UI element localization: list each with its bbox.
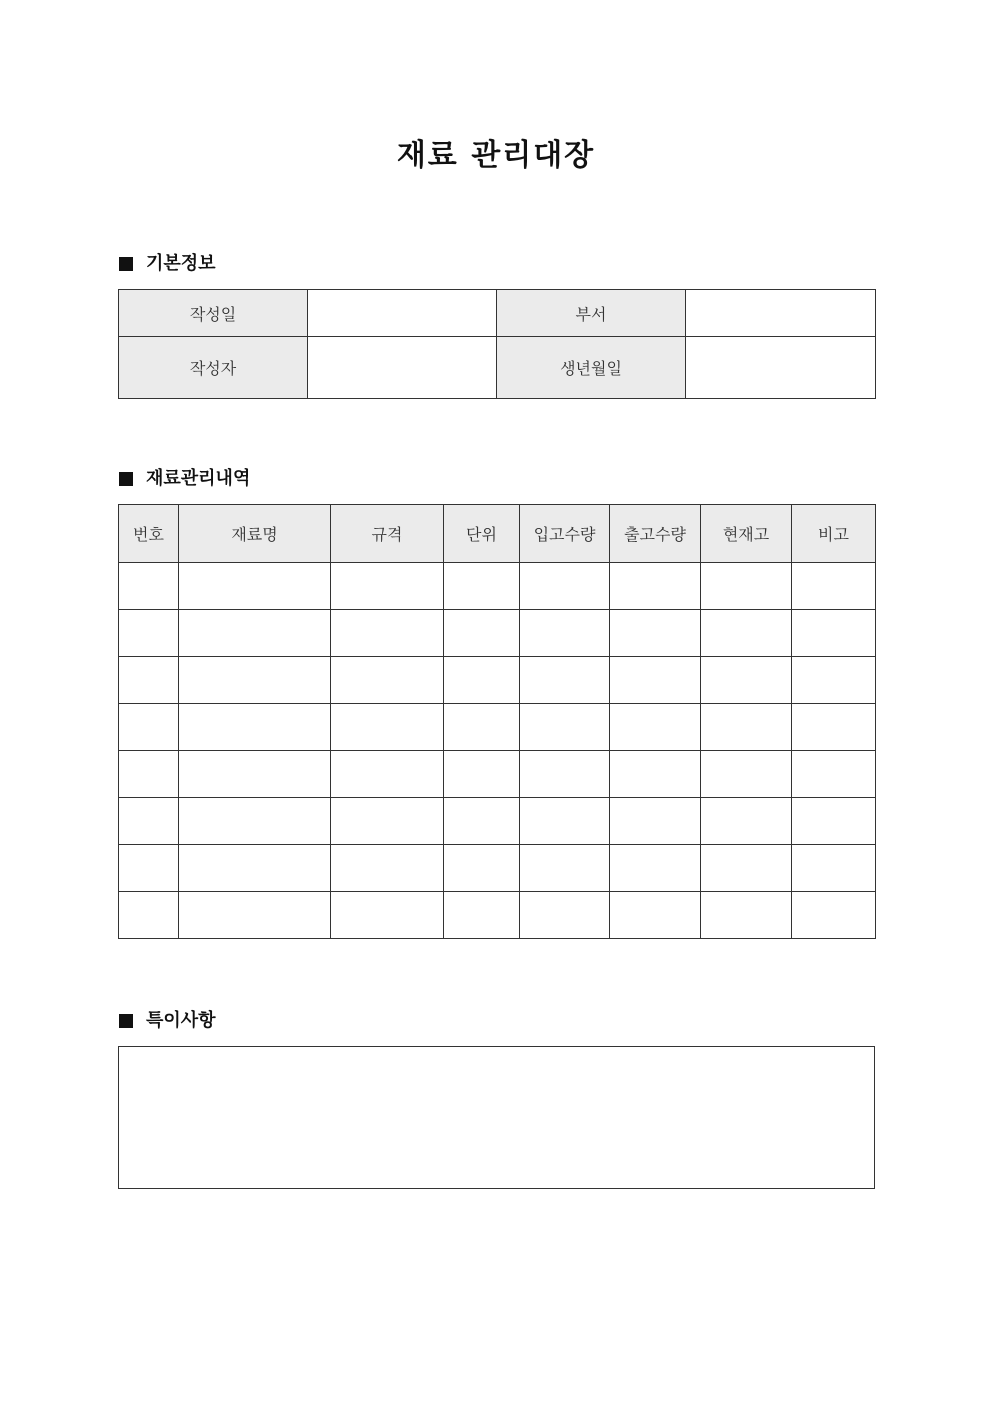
table-cell[interactable] xyxy=(179,563,331,610)
table-cell[interactable] xyxy=(444,845,520,892)
table-cell[interactable] xyxy=(792,657,876,704)
birthdate-field[interactable] xyxy=(686,337,876,399)
table-row xyxy=(119,563,876,610)
table-cell[interactable] xyxy=(792,798,876,845)
table-cell[interactable] xyxy=(179,892,331,939)
table-cell[interactable] xyxy=(701,563,792,610)
column-header: 재료명 xyxy=(179,505,331,563)
table-cell[interactable] xyxy=(520,563,610,610)
column-header: 입고수량 xyxy=(520,505,610,563)
table-cell[interactable] xyxy=(610,704,701,751)
column-header: 번호 xyxy=(119,505,179,563)
date-field[interactable] xyxy=(308,290,497,337)
table-cell[interactable] xyxy=(331,751,444,798)
column-header: 출고수량 xyxy=(610,505,701,563)
table-cell[interactable] xyxy=(444,563,520,610)
table-cell[interactable] xyxy=(610,610,701,657)
table-row xyxy=(119,845,876,892)
document-title: 재료 관리대장 xyxy=(396,138,596,173)
table-cell[interactable] xyxy=(444,892,520,939)
table-cell[interactable] xyxy=(792,892,876,939)
column-header: 비고 xyxy=(792,505,876,563)
table-cell[interactable] xyxy=(701,704,792,751)
table-row xyxy=(119,657,876,704)
table-cell[interactable] xyxy=(119,751,179,798)
table-cell[interactable] xyxy=(701,610,792,657)
section-heading-notes xyxy=(119,1008,216,1034)
section-heading-label: 특이사항 xyxy=(146,1010,216,1031)
column-header: 규격 xyxy=(331,505,444,563)
table-cell[interactable] xyxy=(520,845,610,892)
table-cell[interactable] xyxy=(701,892,792,939)
table-cell[interactable] xyxy=(444,751,520,798)
table-cell[interactable] xyxy=(520,798,610,845)
material-table xyxy=(118,504,876,939)
table-cell[interactable] xyxy=(701,657,792,704)
table-row xyxy=(119,892,876,939)
basic-info-table xyxy=(118,289,876,399)
table-cell[interactable] xyxy=(520,892,610,939)
table-cell[interactable] xyxy=(331,657,444,704)
table-cell[interactable] xyxy=(179,751,331,798)
table-cell[interactable] xyxy=(331,704,444,751)
table-cell[interactable] xyxy=(610,892,701,939)
table-cell[interactable] xyxy=(701,751,792,798)
square-bullet-icon xyxy=(119,472,133,486)
author-field[interactable] xyxy=(308,337,497,399)
table-cell[interactable] xyxy=(444,704,520,751)
table-cell[interactable] xyxy=(792,610,876,657)
table-cell[interactable] xyxy=(520,610,610,657)
table-cell[interactable] xyxy=(610,751,701,798)
table-cell[interactable] xyxy=(701,798,792,845)
table-cell[interactable] xyxy=(520,704,610,751)
table-cell[interactable] xyxy=(179,845,331,892)
table-cell[interactable] xyxy=(792,751,876,798)
table-cell[interactable] xyxy=(331,845,444,892)
department-field[interactable] xyxy=(686,290,876,337)
table-cell[interactable] xyxy=(119,704,179,751)
table-row xyxy=(119,337,876,399)
table-cell[interactable] xyxy=(610,563,701,610)
table-cell[interactable] xyxy=(610,798,701,845)
table-cell[interactable] xyxy=(444,610,520,657)
notes-textarea[interactable] xyxy=(118,1046,875,1189)
date-label: 작성일 xyxy=(119,290,308,337)
table-cell[interactable] xyxy=(331,892,444,939)
table-header-row xyxy=(119,505,876,563)
column-header: 현재고 xyxy=(701,505,792,563)
square-bullet-icon xyxy=(119,257,133,271)
table-cell[interactable] xyxy=(331,610,444,657)
table-row xyxy=(119,704,876,751)
table-cell[interactable] xyxy=(179,798,331,845)
section-heading-basic-info xyxy=(119,251,216,277)
table-cell[interactable] xyxy=(179,610,331,657)
table-row xyxy=(119,798,876,845)
table-cell[interactable] xyxy=(119,657,179,704)
table-cell[interactable] xyxy=(119,845,179,892)
table-cell[interactable] xyxy=(331,563,444,610)
table-cell[interactable] xyxy=(610,845,701,892)
table-cell[interactable] xyxy=(444,798,520,845)
section-heading-materials xyxy=(119,466,250,492)
table-cell[interactable] xyxy=(701,845,792,892)
table-cell[interactable] xyxy=(792,845,876,892)
column-header: 단위 xyxy=(444,505,520,563)
table-cell[interactable] xyxy=(119,892,179,939)
table-row xyxy=(119,610,876,657)
table-row xyxy=(119,290,876,337)
author-label: 작성자 xyxy=(119,337,308,399)
table-cell[interactable] xyxy=(520,751,610,798)
table-cell[interactable] xyxy=(792,704,876,751)
table-cell[interactable] xyxy=(119,610,179,657)
table-cell[interactable] xyxy=(179,657,331,704)
table-cell[interactable] xyxy=(792,563,876,610)
table-cell[interactable] xyxy=(119,798,179,845)
table-cell[interactable] xyxy=(179,704,331,751)
department-label: 부서 xyxy=(497,290,686,337)
table-row xyxy=(119,751,876,798)
section-heading-label: 기본정보 xyxy=(146,253,216,274)
section-heading-label: 재료관리내역 xyxy=(146,468,251,489)
table-cell[interactable] xyxy=(119,563,179,610)
table-cell[interactable] xyxy=(520,657,610,704)
table-cell[interactable] xyxy=(331,798,444,845)
square-bullet-icon xyxy=(119,1014,133,1028)
birthdate-label: 생년월일 xyxy=(497,337,686,399)
table-cell[interactable] xyxy=(444,657,520,704)
table-cell[interactable] xyxy=(610,657,701,704)
